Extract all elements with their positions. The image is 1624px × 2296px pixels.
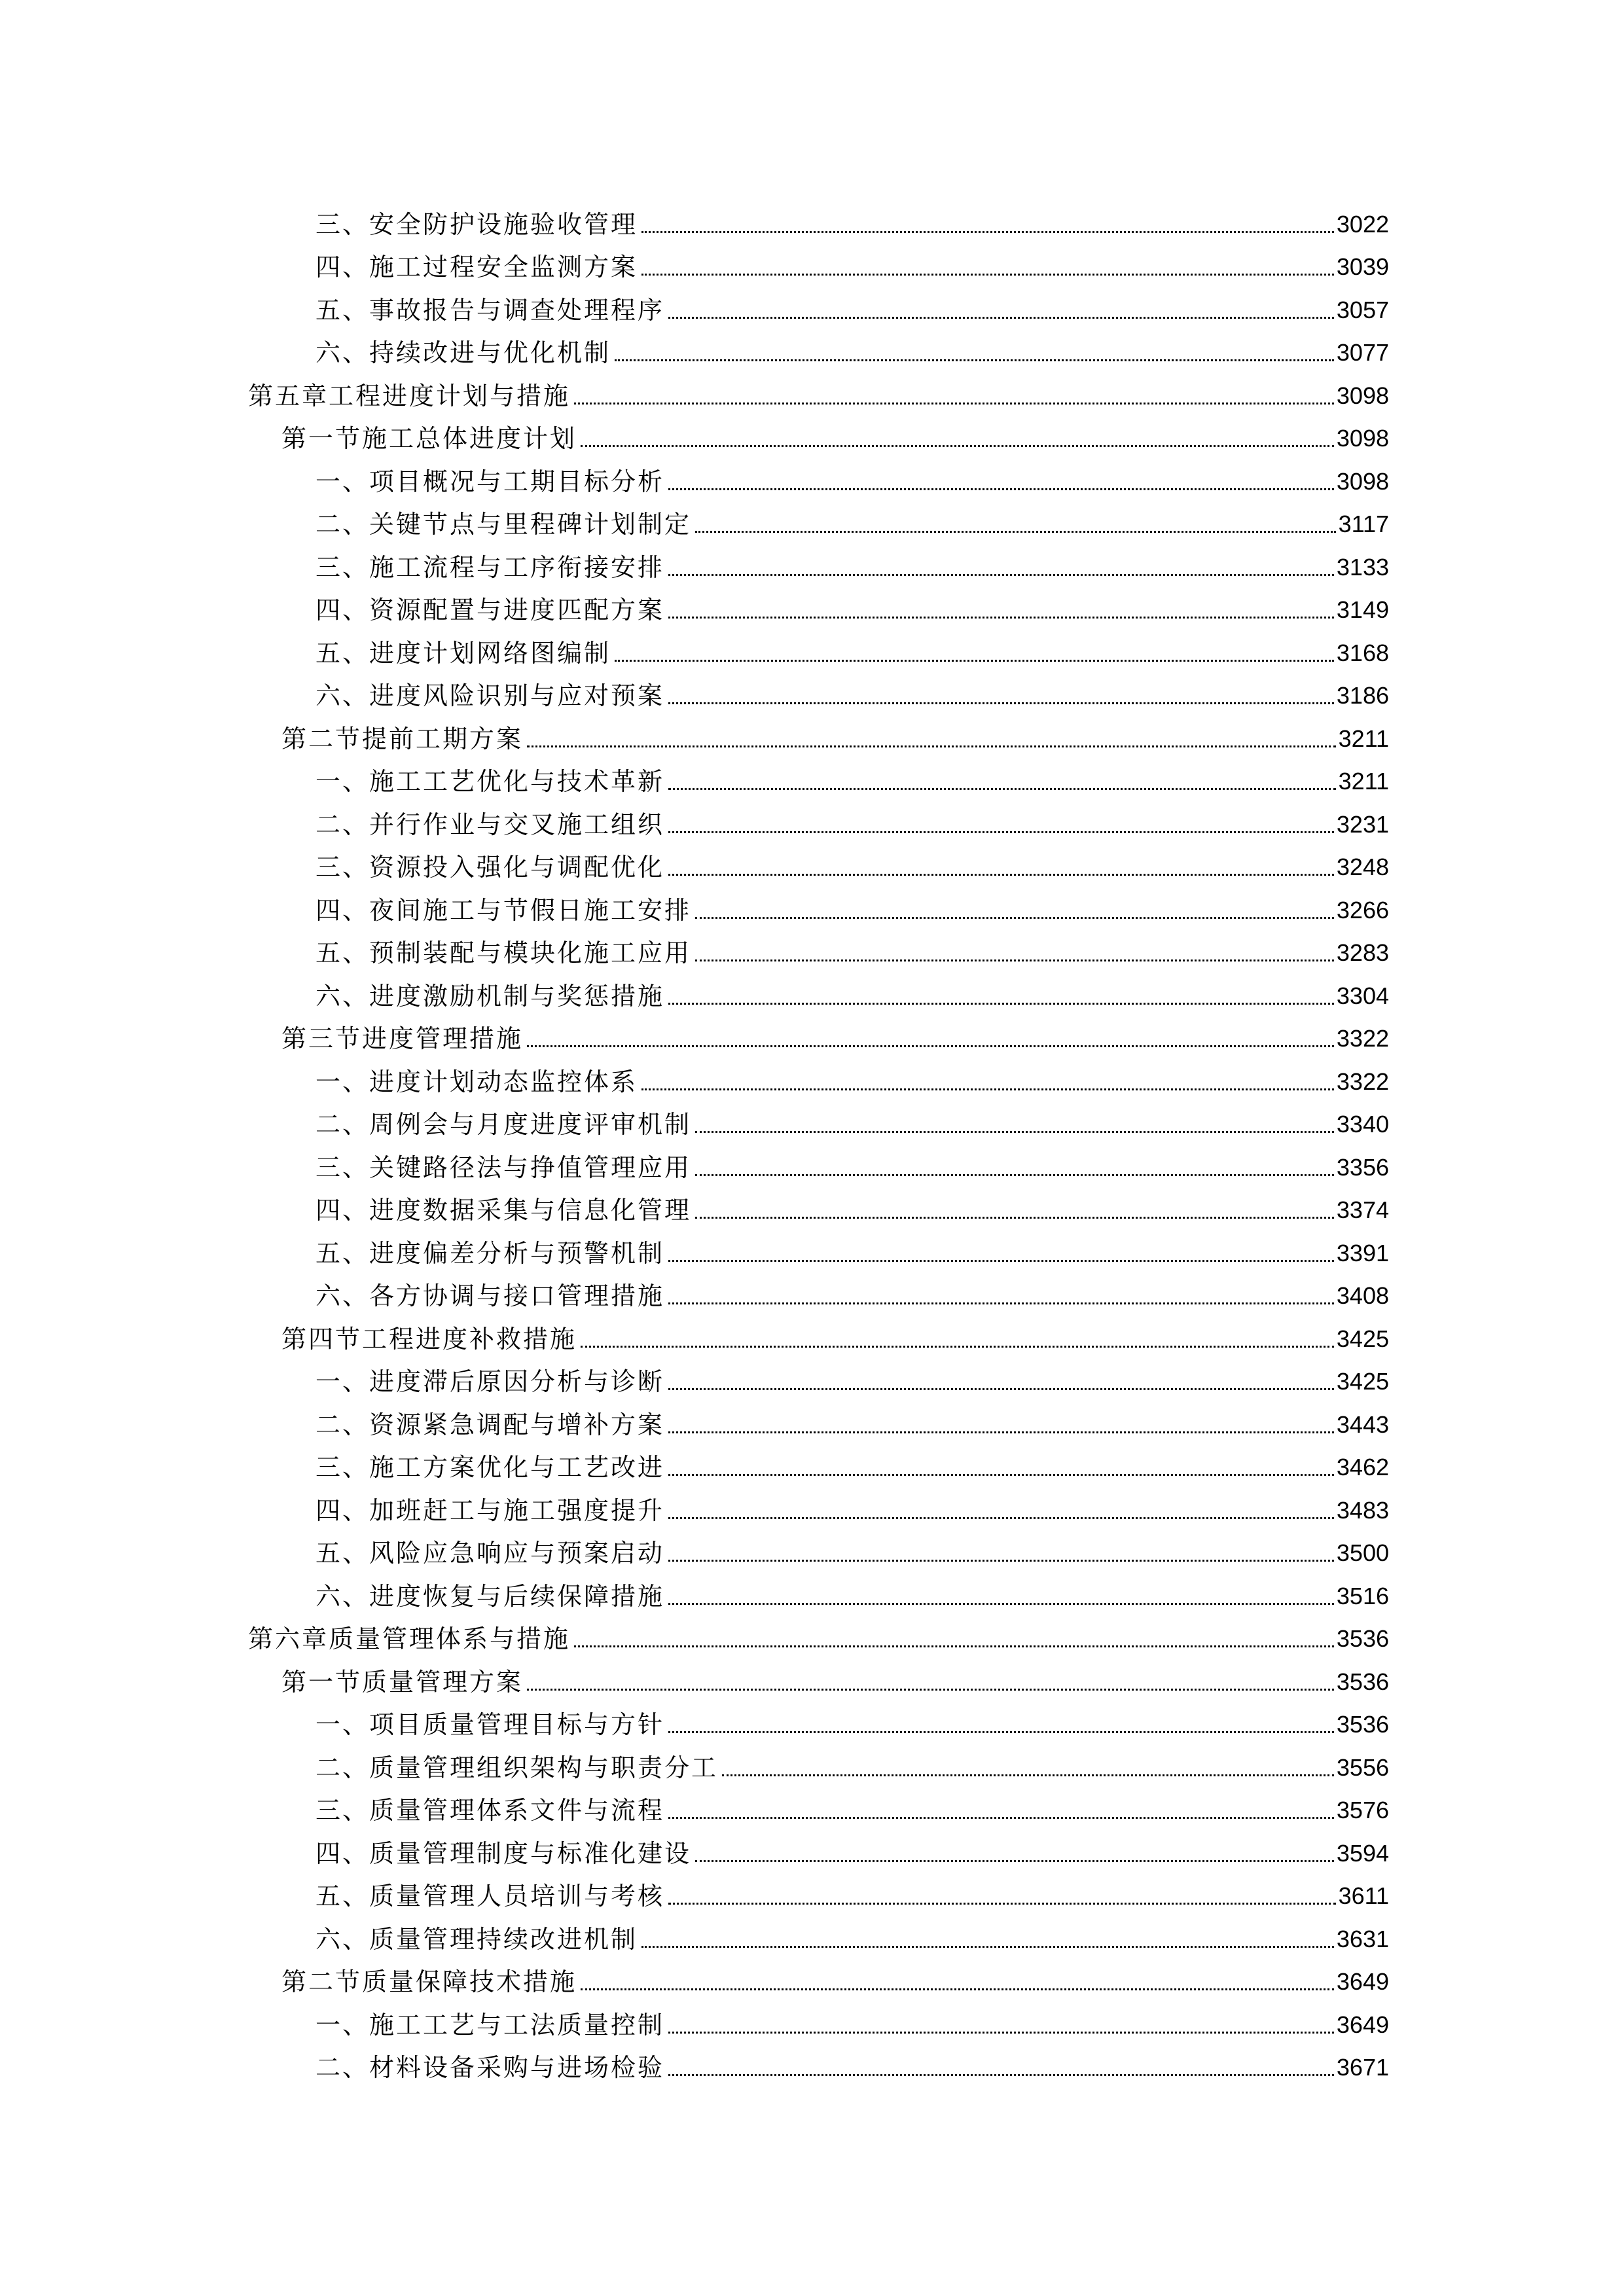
- toc-entry-page-number: 3391: [1336, 1239, 1389, 1266]
- dot-leader: [581, 445, 1334, 447]
- toc-entry-page-number: 3611: [1338, 1882, 1389, 1909]
- toc-entry-title: 二、质量管理组织架构与职责分工: [316, 1753, 719, 1782]
- toc-entry-page-number: 3500: [1336, 1539, 1389, 1566]
- toc-entry-title: 三、质量管理体系文件与流程: [316, 1796, 665, 1825]
- toc-entry-page-number: 3516: [1336, 1582, 1389, 1609]
- toc-entry-page-number: 3098: [1336, 467, 1389, 495]
- toc-entry-page-number: 3304: [1336, 982, 1389, 1009]
- toc-entry-title: 三、资源投入强化与调配优化: [316, 853, 665, 882]
- toc-row: [316, 1882, 1624, 1910]
- toc-row: [316, 681, 1624, 710]
- toc-entry-title: 五、质量管理人员培训与考核: [316, 1882, 665, 1910]
- toc-entry-page-number: 3671: [1336, 2054, 1389, 2081]
- toc-entry[interactable]: [0, 1917, 1624, 1960]
- toc-entry[interactable]: [0, 1189, 1624, 1232]
- toc-entry[interactable]: [0, 417, 1624, 460]
- toc-entry[interactable]: [0, 374, 1624, 417]
- toc-entry[interactable]: [0, 1017, 1624, 1060]
- toc-row: [281, 725, 1624, 753]
- toc-entry-page-number: 3077: [1336, 339, 1389, 366]
- toc-entry[interactable]: [0, 1746, 1624, 1789]
- toc-entry-title: 第六章质量管理体系与措施: [248, 1624, 571, 1653]
- dot-leader: [668, 1431, 1334, 1433]
- toc-entry-page-number: 3340: [1336, 1111, 1389, 1138]
- toc-entry-title: 一、进度计划动态监控体系: [316, 1067, 638, 1096]
- toc-entry[interactable]: [0, 1360, 1624, 1403]
- toc-entry[interactable]: [0, 888, 1624, 931]
- dot-leader: [641, 231, 1334, 233]
- toc-entry-page-number: 3536: [1336, 1711, 1389, 1738]
- toc-entry-title: 一、项目质量管理目标与方针: [316, 1710, 665, 1739]
- dot-leader: [695, 1174, 1334, 1176]
- dot-leader: [641, 274, 1334, 276]
- toc-entry-title: 二、关键节点与里程碑计划制定: [316, 510, 692, 539]
- toc-entry-title: 六、进度恢复与后续保障措施: [316, 1581, 665, 1611]
- toc-row: [281, 1967, 1624, 1996]
- dot-leader: [615, 359, 1334, 361]
- dot-leader: [527, 1045, 1334, 1047]
- dot-leader: [668, 1003, 1334, 1005]
- toc-entry-title: 四、夜间施工与节假日施工安排: [316, 895, 692, 925]
- toc-entry-page-number: 3231: [1336, 810, 1389, 838]
- dot-leader: [668, 317, 1334, 319]
- toc-entry-title: 四、资源配置与进度匹配方案: [316, 596, 665, 624]
- dot-leader: [695, 1131, 1334, 1133]
- toc-entry-page-number: 3057: [1336, 296, 1389, 323]
- dot-leader: [668, 2032, 1334, 2034]
- toc-entry[interactable]: [0, 1274, 1624, 1318]
- toc-entry[interactable]: [0, 1703, 1624, 1746]
- dot-leader: [668, 617, 1334, 619]
- toc-entry-page-number: 3039: [1336, 253, 1389, 280]
- toc-entry[interactable]: [0, 1403, 1624, 1446]
- toc-entry-page-number: 3631: [1336, 1925, 1389, 1952]
- toc-entry-page-number: 3283: [1336, 939, 1389, 966]
- toc-entry[interactable]: [0, 802, 1624, 846]
- toc-entry[interactable]: [0, 202, 1624, 245]
- toc-entry-title: 第一节施工总体进度计划: [281, 424, 577, 453]
- toc-entry[interactable]: [0, 1317, 1624, 1360]
- dot-leader: [668, 488, 1334, 490]
- toc-entry-title: 六、进度风险识别与应对预案: [316, 681, 665, 710]
- toc-row: [281, 1024, 1624, 1053]
- toc-entry-title: 第四节工程进度补救措施: [281, 1324, 577, 1354]
- toc-entry-page-number: 3322: [1336, 1067, 1389, 1095]
- toc-entry-page-number: 3536: [1336, 1668, 1389, 1695]
- toc-entry-title: 一、项目概况与工期目标分析: [316, 467, 665, 496]
- dot-leader: [668, 574, 1334, 576]
- toc-entry[interactable]: [0, 1103, 1624, 1146]
- dot-leader: [668, 1474, 1334, 1476]
- toc-row: [316, 767, 1624, 796]
- toc-entry-page-number: 3425: [1336, 1368, 1389, 1395]
- toc-entry-page-number: 3248: [1336, 853, 1389, 880]
- toc-entry[interactable]: [0, 974, 1624, 1017]
- toc-row: [316, 467, 1624, 496]
- toc-entry-page-number: 3462: [1336, 1454, 1389, 1480]
- toc-row: [281, 1668, 1624, 1696]
- toc-entry-title: 三、安全防护设施验收管理: [316, 209, 638, 239]
- dot-leader: [668, 1260, 1334, 1262]
- toc-entry-title: 第三节进度管理措施: [281, 1024, 524, 1053]
- toc-entry-title: 六、进度激励机制与奖惩措施: [316, 981, 665, 1011]
- toc-row: [316, 1196, 1624, 1225]
- toc-entry[interactable]: [0, 1060, 1624, 1103]
- toc-entry-page-number: 3133: [1336, 553, 1389, 581]
- toc-entry[interactable]: [0, 1231, 1624, 1274]
- toc-entry-page-number: 3211: [1338, 768, 1389, 795]
- dot-leader: [668, 1302, 1334, 1304]
- toc-entry-page-number: 3098: [1336, 382, 1389, 409]
- dot-leader: [695, 960, 1334, 961]
- toc-row: [316, 1925, 1624, 1954]
- toc-entry[interactable]: [0, 1574, 1624, 1617]
- toc-entry-title: 第五章工程进度计划与措施: [248, 381, 571, 410]
- toc-row: [316, 510, 1624, 539]
- dot-leader: [668, 788, 1336, 790]
- toc-row: [316, 639, 1624, 668]
- toc-entry-title: 第二节质量保障技术措施: [281, 1967, 577, 1996]
- toc-entry[interactable]: [0, 1960, 1624, 2003]
- dot-leader: [641, 1088, 1334, 1090]
- dot-leader: [641, 1946, 1334, 1948]
- dot-leader: [527, 745, 1336, 747]
- toc-row: [316, 896, 1624, 925]
- toc-entry-page-number: 3149: [1336, 596, 1389, 623]
- toc-row: [316, 596, 1624, 624]
- toc-row: [316, 1753, 1624, 1782]
- toc-entry[interactable]: [0, 1831, 1624, 1874]
- toc-entry-title: 一、施工工艺优化与技术革新: [316, 767, 665, 796]
- toc-entry[interactable]: [0, 1446, 1624, 1489]
- toc-entry-page-number: 3356: [1336, 1153, 1389, 1181]
- toc-row: [316, 1796, 1624, 1825]
- dot-leader: [574, 1645, 1334, 1647]
- toc-entry[interactable]: [0, 717, 1624, 760]
- toc-row: [316, 1153, 1624, 1182]
- toc-row: [316, 1110, 1624, 1139]
- toc-entry-page-number: 3649: [1336, 1968, 1389, 1995]
- toc-entry-page-number: 3536: [1336, 1625, 1389, 1652]
- dot-leader: [695, 531, 1336, 533]
- toc-entry-page-number: 3022: [1336, 210, 1389, 238]
- toc-row: [316, 1710, 1624, 1739]
- toc-entry-title: 六、各方协调与接口管理措施: [316, 1282, 665, 1310]
- toc-entry-page-number: 3649: [1336, 2011, 1389, 2038]
- dot-leader: [668, 874, 1334, 876]
- dot-leader: [668, 1817, 1334, 1819]
- dot-leader: [695, 917, 1334, 919]
- dot-leader: [574, 403, 1334, 404]
- dot-leader: [695, 1860, 1334, 1862]
- toc-row: [316, 939, 1624, 967]
- dot-leader: [668, 1560, 1334, 1562]
- toc-entry-title: 五、进度计划网络图编制: [316, 638, 611, 668]
- toc-entry-title: 二、并行作业与交叉施工组织: [316, 810, 665, 839]
- toc-entry[interactable]: [0, 674, 1624, 717]
- toc-entry-title: 三、关键路径法与挣值管理应用: [316, 1153, 692, 1182]
- toc-entry-page-number: 3443: [1336, 1410, 1389, 1438]
- toc-entry-page-number: 3266: [1336, 896, 1389, 924]
- toc-entry[interactable]: [0, 2003, 1624, 2046]
- toc-entry-title: 三、施工方案优化与工艺改进: [316, 1453, 665, 1482]
- toc-row: [316, 338, 1624, 367]
- toc-entry-title: 一、进度滞后原因分析与诊断: [316, 1367, 665, 1396]
- toc-entry[interactable]: [0, 631, 1624, 674]
- table-of-contents: [0, 202, 1624, 2089]
- toc-entry[interactable]: [0, 503, 1624, 546]
- toc-entry-title: 四、施工过程安全监测方案: [316, 253, 638, 281]
- dot-leader: [615, 660, 1334, 662]
- toc-entry-page-number: 3374: [1336, 1196, 1389, 1223]
- toc-entry[interactable]: [0, 846, 1624, 889]
- toc-entry-title: 二、周例会与月度进度评审机制: [316, 1110, 692, 1139]
- toc-entry-title: 三、施工流程与工序衔接安排: [316, 552, 665, 582]
- toc-entry[interactable]: [0, 288, 1624, 331]
- toc-entry[interactable]: [0, 331, 1624, 374]
- toc-row: [316, 810, 1624, 839]
- toc-entry[interactable]: [0, 1532, 1624, 1575]
- toc-entry-title: 六、持续改进与优化机制: [316, 338, 611, 367]
- toc-entry-title: 六、质量管理持续改进机制: [316, 1924, 638, 1954]
- toc-row: [316, 1410, 1624, 1439]
- toc-entry-title: 五、风险应急响应与预案启动: [316, 1539, 665, 1568]
- toc-row: [316, 1239, 1624, 1268]
- toc-entry-title: 第二节提前工期方案: [281, 724, 524, 753]
- toc-entry-title: 四、进度数据采集与信息化管理: [316, 1196, 692, 1225]
- toc-row: [316, 1067, 1624, 1096]
- toc-entry-page-number: 3594: [1336, 1839, 1389, 1867]
- dot-leader: [581, 1988, 1334, 1990]
- toc-row: [316, 1496, 1624, 1525]
- dot-leader: [668, 1517, 1334, 1519]
- toc-entry[interactable]: [0, 1660, 1624, 1703]
- toc-entry-page-number: 3117: [1338, 511, 1389, 537]
- toc-entry[interactable]: [0, 588, 1624, 632]
- toc-entry-page-number: 3211: [1338, 725, 1389, 752]
- toc-entry[interactable]: [0, 1617, 1624, 1660]
- toc-entry[interactable]: [0, 1874, 1624, 1918]
- toc-row: [316, 296, 1624, 325]
- toc-row: [316, 553, 1624, 582]
- toc-entry-page-number: 3576: [1336, 1797, 1389, 1823]
- toc-entry-title: 一、施工工艺与工法质量控制: [316, 2010, 665, 2039]
- toc-entry-title: 四、质量管理制度与标准化建设: [316, 1839, 692, 1868]
- toc-entry-title: 五、预制装配与模块化施工应用: [316, 939, 692, 967]
- dot-leader: [527, 1689, 1334, 1691]
- toc-entry-title: 二、资源紧急调配与增补方案: [316, 1410, 665, 1439]
- toc-row: [316, 853, 1624, 882]
- toc-entry-page-number: 3425: [1336, 1325, 1389, 1352]
- toc-entry-page-number: 3483: [1336, 1496, 1389, 1524]
- toc-entry[interactable]: [0, 245, 1624, 289]
- toc-entry-page-number: 3098: [1336, 425, 1389, 452]
- dot-leader: [722, 1774, 1334, 1776]
- dot-leader: [695, 1217, 1334, 1219]
- toc-entry-title: 四、加班赶工与施工强度提升: [316, 1496, 665, 1525]
- toc-entry[interactable]: [0, 760, 1624, 803]
- toc-entry[interactable]: [0, 1145, 1624, 1189]
- toc-entry-page-number: 3408: [1336, 1282, 1389, 1309]
- toc-row: [316, 1539, 1624, 1568]
- toc-row: [316, 982, 1624, 1011]
- toc-row: [281, 1325, 1624, 1354]
- toc-entry-title: 五、进度偏差分析与预警机制: [316, 1238, 665, 1268]
- toc-entry[interactable]: [0, 1488, 1624, 1532]
- dot-leader: [668, 1731, 1334, 1733]
- dot-leader: [668, 1388, 1334, 1390]
- toc-entry[interactable]: [0, 459, 1624, 503]
- toc-row: [248, 1624, 1624, 1653]
- toc-entry-title: 五、事故报告与调查处理程序: [316, 295, 665, 325]
- toc-entry-title: 二、材料设备采购与进场检验: [316, 2053, 665, 2082]
- toc-row: [316, 1582, 1624, 1611]
- dot-leader: [668, 2074, 1334, 2076]
- toc-entry-page-number: 3186: [1336, 682, 1389, 709]
- toc-entry-page-number: 3322: [1336, 1025, 1389, 1052]
- toc-entry-page-number: 3556: [1336, 1753, 1389, 1781]
- toc-entry-title: 第一节质量管理方案: [281, 1667, 524, 1696]
- dot-leader: [668, 1603, 1334, 1605]
- toc-entry-page-number: 3168: [1336, 639, 1389, 666]
- toc-row: [316, 1282, 1624, 1310]
- toc-entry[interactable]: [0, 2046, 1624, 2089]
- toc-entry[interactable]: [0, 1789, 1624, 1832]
- toc-row: [316, 1367, 1624, 1396]
- dot-leader: [668, 831, 1334, 833]
- toc-row: [316, 2011, 1624, 2039]
- toc-row: [281, 424, 1624, 453]
- toc-row: [248, 382, 1624, 410]
- dot-leader: [668, 702, 1334, 704]
- dot-leader: [581, 1346, 1334, 1348]
- toc-row: [316, 210, 1624, 239]
- toc-row: [316, 1453, 1624, 1482]
- toc-row: [316, 2053, 1624, 2082]
- dot-leader: [668, 1903, 1336, 1905]
- toc-entry[interactable]: [0, 931, 1624, 975]
- toc-row: [316, 253, 1624, 281]
- toc-row: [316, 1839, 1624, 1868]
- toc-entry[interactable]: [0, 545, 1624, 588]
